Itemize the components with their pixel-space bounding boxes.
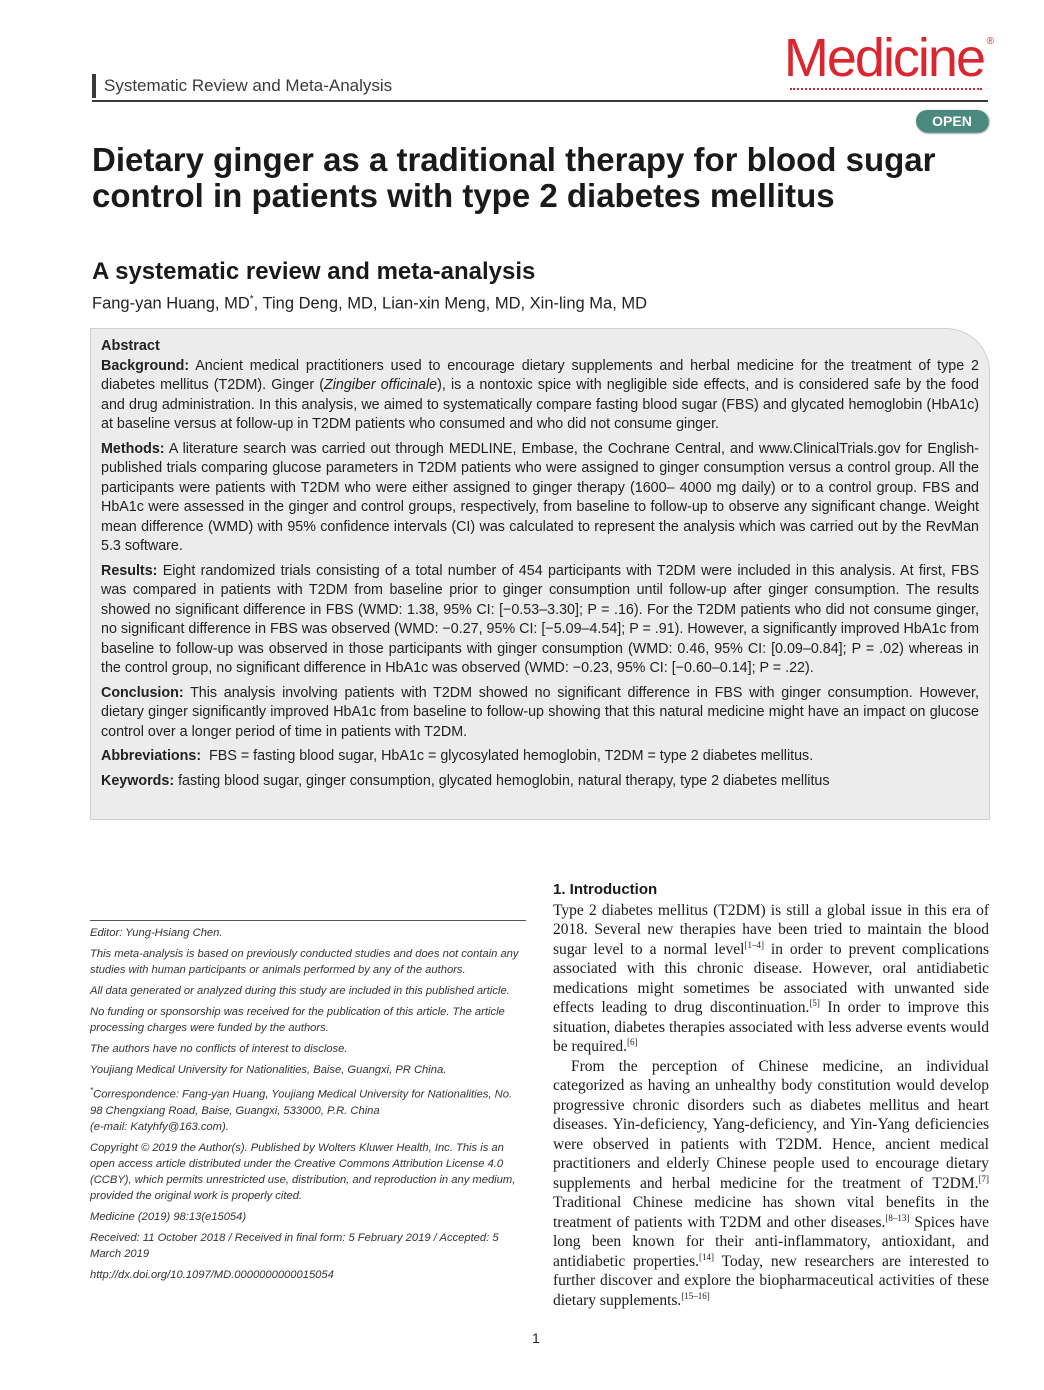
intro-p2-text-b: Traditional Chinese medicine has shown vital benefits in the treatment of patients with T2DM and other diseases. [553, 1194, 989, 1231]
page-number: 1 [532, 1330, 540, 1346]
correspondence-text: Correspondence: Fang-yan Huang, Youjiang Medical University for Nationalities, No. 98 Chengxiang Road, Baise, Guangxi, 533000, P.R. China [90, 1088, 513, 1117]
footnote-ethics: This meta-analysis is based on previously conducted studies and does not contain any studies with human participants or animals performed by any of the authors. [90, 948, 519, 976]
footnote-conflicts: The authors have no conflicts of interest to disclose. [90, 1043, 348, 1055]
abstract-results [101, 562, 979, 679]
journal-logo [783, 28, 994, 88]
footnote-copyright: Copyright © 2019 the Author(s). Published by Wolters Kluwer Health, Inc. This is an open access article distributed under the Creative Commons Attribution License 4.0 (CCBY), which permits unrestricted use, distribution, and reproduction in any medium, provided the original work is properly cited. [90, 1141, 516, 1202]
correspondence-mark: * [90, 1086, 94, 1095]
article-title: Dietary ginger as a traditional therapy for blood sugar control in patients with type 2 diabetes mellitus [92, 141, 936, 214]
footnote-affiliation: Youjiang Medical University for Nationalities, Baise, Guangxi, PR China. [90, 1064, 447, 1076]
keywords-label: Keywords: [101, 772, 175, 789]
intro-p2-text-c: Spices have long been known for their anti-inflammatory, antioxidant, and antidiabetic properties. [553, 1213, 989, 1270]
article-subtitle: A systematic review and meta-analysis [92, 258, 536, 285]
correspondence-email[interactable]: (e-mail: Katyhfy@163.com). [90, 1120, 229, 1133]
citation-ref[interactable]: [6] [627, 1036, 638, 1047]
introduction-section [553, 880, 989, 1310]
author-rest: , Ting Deng, MD, Lian-xin Meng, MD, Xin-ling Ma, MD [253, 294, 648, 313]
citation-ref[interactable]: [5] [809, 997, 820, 1008]
footnote-funding: No funding or sponsorship was received for the publication of this article. The article processing charges were funded by the authors. [90, 1006, 505, 1034]
conclusion-label: Conclusion: [101, 684, 184, 701]
keywords-text: fasting blood sugar, ginger consumption, glycated hemoglobin, natural therapy, type 2 diabetes mellitus [178, 772, 830, 789]
background-text-1: Ancient medical practitioners used to encourage dietary supplements and herbal medicine for the treatment of type 2 diabetes mellitus (T2DM). Ginger ( [101, 357, 979, 393]
footnote-doi[interactable]: http://dx.doi.org/10.1097/MD.0000000000015054 [90, 1268, 334, 1281]
article-footnotes [90, 920, 526, 1288]
abbreviations-label: Abbreviations: [101, 748, 202, 764]
section-tag-label: Systematic Review and Meta-Analysis [104, 76, 393, 95]
abstract-keywords [101, 772, 979, 792]
citation-ref[interactable]: [14] [699, 1251, 715, 1262]
abstract-abbreviations [101, 747, 979, 767]
footnote-data: All data generated or analyzed during this study are included in this published article. [90, 985, 510, 997]
intro-p2-text-a: From the perception of Chinese medicine, an individual categorized as having an unhealthy body constitution would develop progressive chronic disorders such as diabetes mellitus and heart diseases. Yin-deficiency, Yang-deficiency, and Yin-Yang deficiencies were observed in patients with T2DM. Hence, ancient medical practitioners and elderly Chinese people used to encourage dietary supplements and herbal medicine for the treatment of T2DM. [553, 1057, 989, 1192]
corresponding-author-mark: * [249, 294, 254, 305]
intro-p1-text-b: in order to prevent complications associated with this chronic disease. However, oral antidiabetic medications might sometimes be associated with unwanted side effects leading to drug discontinuation. [553, 940, 989, 1016]
results-label: Results: [101, 562, 158, 579]
registered-mark: ® [986, 36, 994, 47]
citation-ref[interactable]: [15–16] [681, 1290, 710, 1301]
introduction-heading: 1. Introduction [553, 881, 658, 898]
open-access-badge: OPEN [916, 110, 988, 132]
author-first: Fang-yan Huang, MD [92, 294, 250, 313]
author-list [92, 294, 647, 314]
background-species: Zingiber officinale [323, 377, 438, 393]
citation-ref[interactable]: [1–4] [744, 939, 764, 950]
section-tag-bar [92, 74, 96, 98]
abstract-methods [101, 440, 979, 557]
footnote-correspondence [90, 1083, 526, 1135]
background-text-2: ), is a nontoxic spice with negligible side effects, and is considered safe by the food and drug administration. In this analysis, we aimed to systematically compare fasting blood sugar (FBS) and glycated hemoglobin (HbA1c) at baseline versus at follow-up in T2DM patients who consumed and who did not consume ginger. [101, 377, 979, 432]
introduction-paragraph-1 [553, 901, 989, 1057]
abstract-conclusion [101, 684, 979, 743]
logo-dotted-rule [790, 88, 982, 90]
introduction-paragraph-2 [553, 1057, 989, 1311]
intro-p2-text-d: Today, new researchers are interested to further discover and explore the biopharmaceutical activities of these dietary supplements. [553, 1252, 989, 1309]
intro-p1-text-a: Type 2 diabetes mellitus (T2DM) is still a global issue in this era of 2018. Several new therapies have been tried to maintain the blood sugar level to a normal level [553, 901, 989, 958]
footnote-received: Received: 11 October 2018 / Received in final form: 5 February 2019 / Accepted: 5 March 2019 [90, 1231, 499, 1260]
citation-ref[interactable]: [7] [978, 1173, 989, 1184]
intro-p1-text-c: In order to improve this situation, diabetes therapies associated with less adverse events would be required. [553, 999, 989, 1055]
background-label: Background: [101, 357, 190, 374]
footnote-editor: Editor: Yung-Hsiang Chen. [90, 927, 223, 939]
conclusion-text: This analysis involving patients with T2DM showed no significant difference in FBS with ginger consumption. However, dietary ginger significantly improved HbA1c from baseline to follow-up showing that this natural medicine might have an impact on glucose control over a longer period of time in patients with T2DM. [101, 684, 980, 740]
abbreviations-text: FBS = fasting blood sugar, HbA1c = glycosylated hemoglobin, T2DM = type 2 diabetes mellitus. [209, 748, 814, 764]
results-text: Eight randomized trials consisting of a total number of 454 participants with T2DM were included in this analysis. At first, FBS was compared in patients with T2DM from baseline prior to ginger consumption until follow-up after ginger consumption. The results showed no significant difference in FBS (WMD: 1.38, 95% CI: [−0.53–3.30]; P = .16). For the T2DM patients who did not consume ginger, no significant difference in FBS was observed (WMD: −0.27, 95% CI: [−5.09–4.54]; P = .91). However, a significantly improved HbA1c from baseline to follow-up was observed in those participants with ginger consumption (WMD: 0.46, 95% CI: [0.09–0.84]; P = .02) whereas in the control group, no significant difference in HbA1c was observed (WMD: −0.23, 95% CI: [−0.60–0.14]; P = .22). [101, 562, 979, 676]
abstract-heading: Abstract [101, 338, 160, 354]
journal-name: Medicine [783, 28, 984, 88]
abstract-box [90, 328, 990, 820]
citation-ref[interactable]: [8–13] [885, 1212, 910, 1223]
footnote-citation: Medicine (2019) 98:13(e15054) [90, 1210, 247, 1223]
methods-text: A literature search was carried out through MEDLINE, Embase, the Cochrane Central, and www.ClinicalTrials.gov for English-published trials comparing glucose parameters in T2DM patients who were assigned to ginger consumption versus a control group. All the participants were patients with T2DM who were either assigned to ginger therapy (1600– 4000 mg daily) or to a control group. FBS and HbA1c were assessed in the ginger and control groups, respectively, from baseline to follow-up to observe any significant change. Weight mean difference (WMD) with 95% confidence intervals (CI) was calculated to represent the analysis which was carried out by the RevMan 5.3 software. [101, 440, 980, 554]
abstract-background [101, 357, 979, 435]
methods-label: Methods: [101, 440, 165, 457]
